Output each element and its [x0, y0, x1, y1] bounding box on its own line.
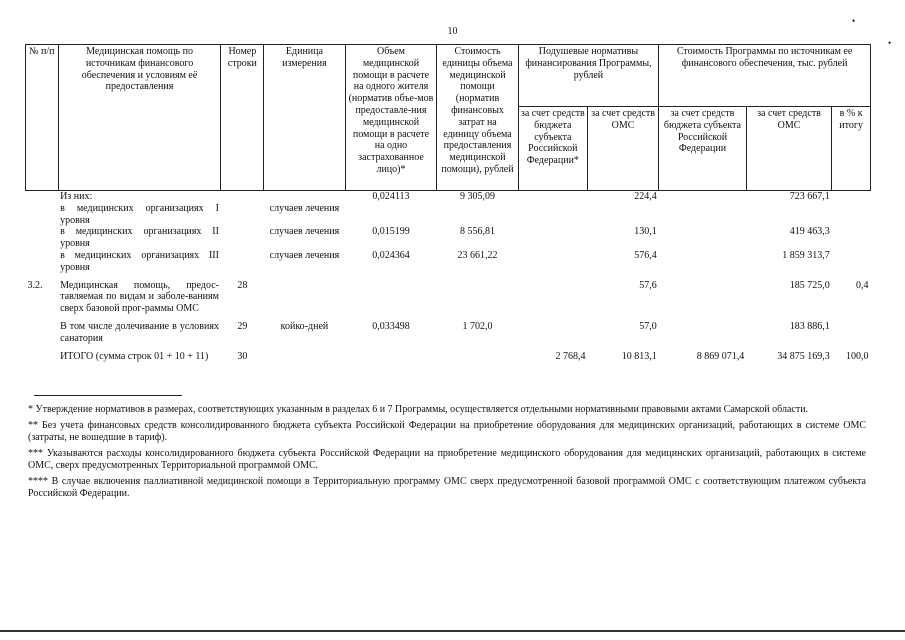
cell-num: [26, 191, 59, 203]
scan-speck: •: [888, 38, 892, 48]
sub-cost-oms-header: за счет средств ОМС: [746, 107, 832, 191]
sub-pc-budget-header: за счет средств бюджета субъекта Российской Федерации*: [518, 107, 587, 191]
cell-name: Из них:: [60, 191, 93, 202]
footnote: *** Указываются расходы консолидированного бюджета субъекта Российской Федерации на приобретение медицинского оборудования для медицинских организаций, работающих в системе ОМС, сверх предусмотренных Территориальной программой ОМС.: [28, 447, 866, 471]
table-row: [26, 250, 871, 274]
cell-volume: [345, 203, 437, 227]
footnote: * Утверждение нормативов в размерах, соответствующих указанным в разделах 6 и 7 Программы, осуществляется отдельными нормативными правовыми актами Самарской области.: [28, 404, 809, 415]
sub-pc-oms-header: за счет средств ОМС: [587, 107, 658, 191]
cell-pct: [832, 191, 871, 203]
program-cost-table: [25, 44, 871, 368]
cell-num: [26, 250, 59, 274]
cell-volume: 0,024113: [372, 191, 410, 202]
cell-pct: 100,0: [846, 350, 869, 362]
col-name-header: Медицинская помощь по источникам финансового обеспечения и условиям её предоставления: [58, 45, 221, 191]
cell-pc-oms: 57,6: [639, 279, 657, 291]
cell-unit: случаев лечения: [269, 202, 340, 214]
cell-num: 3.2.: [27, 279, 43, 291]
cell-pc-budget: [518, 280, 587, 315]
page-bottom-border: [0, 630, 905, 632]
cell-row: [221, 203, 264, 227]
footnote: ** Без учета финансовых средств консолидированного бюджета субъекта Российской Федерации на приобретение оборудования для медицинских организаций, работающих в системе ОМС (затраты, не вошедшие в тариф).: [28, 419, 866, 443]
cell-cost-oms: 183 886,1: [789, 320, 830, 332]
cell-volume: [345, 351, 437, 363]
cell-volume: 0,015199: [372, 226, 410, 238]
col-unit-header: Единица измерения: [264, 45, 345, 191]
cell-cost-oms: 1 859 313,7: [782, 249, 830, 261]
cell-pc-oms: 576,4: [634, 249, 657, 261]
cell-pc-budget: [518, 250, 587, 274]
sub-cost-budget-header: за счет средств бюджета субъекта Российской Федерации: [659, 107, 747, 191]
cell-cost-budget: [659, 203, 747, 227]
cell-volume: 0,033498: [372, 320, 410, 332]
cell-row: 29: [237, 320, 248, 332]
cell-cost-oms: [746, 203, 832, 227]
table-header: [26, 45, 871, 191]
cell-pct: [832, 226, 871, 250]
cell-num: [26, 226, 59, 250]
sub-cost-pct-header: в % к итогу: [832, 107, 871, 191]
cell-pc-oms: 57,0: [639, 320, 657, 332]
cell-pct: 0,4: [856, 279, 869, 291]
cell-cost-budget: [659, 321, 747, 345]
cell-pc-budget: [518, 203, 587, 227]
cell-name: В том числе долечивание в условиях санатория: [60, 320, 219, 344]
cell-unit: [264, 351, 345, 363]
cell-num: [26, 351, 59, 363]
cell-cost-budget: 8 869 071,4: [696, 350, 745, 362]
cell-cost-budget: [659, 250, 747, 274]
footnote-divider: [34, 395, 182, 396]
cell-pc-oms: [587, 203, 658, 227]
cell-volume: 0,024364: [372, 249, 410, 261]
table-row: [26, 203, 871, 227]
cell-name: ИТОГО (сумма строк 01 + 10 + 11): [60, 350, 209, 362]
cell-name: Медицинская помощь, предос-тавляемая по видам и заболе-ваниям сверх базовой прог-раммы ОМС: [60, 279, 219, 315]
col-volume-header: Объем медицинской помощи в расчете на одного жителя (норматив объе-мов предоставле-ния медицинской помощи в расчете на одно застрахованное лицо)*: [345, 45, 437, 191]
cell-name: в медицинских организациях III уровня: [60, 249, 219, 273]
cell-cost-budget: [659, 226, 747, 250]
cell-num: [26, 203, 59, 227]
cell-cost-oms: 723 667,1: [789, 191, 830, 202]
cell-cost-oms: 34 875 169,3: [777, 350, 830, 362]
cell-row: [221, 191, 264, 203]
cell-cost: 23 661,22: [457, 249, 498, 261]
cell-cost: 8 556,81: [460, 226, 495, 238]
cell-row: 28: [237, 279, 248, 291]
cell-unit: [264, 280, 345, 315]
cell-cost-budget: [659, 191, 747, 203]
table-body: [26, 191, 871, 369]
cell-pct: [832, 203, 871, 227]
table-row: [26, 321, 871, 345]
cell-unit: [264, 191, 345, 203]
cell-name: в медицинских организациях II уровня: [60, 226, 219, 250]
cell-cost: [437, 203, 518, 227]
cell-name: в медицинских организациях I уровня: [60, 202, 219, 226]
cell-volume: [345, 280, 437, 315]
cell-unit: случаев лечения: [269, 249, 340, 261]
footnotes: [28, 404, 866, 504]
cell-pc-budget: [518, 226, 587, 250]
cell-cost-budget: [659, 280, 747, 315]
col-num-header: № п/п: [26, 45, 59, 191]
cell-pc-oms: 10 813,1: [621, 350, 657, 362]
cell-row: [221, 226, 264, 250]
cell-pc-oms: 224,4: [634, 191, 657, 202]
cell-cost: 9 305,09: [460, 191, 495, 202]
page-number: 10: [447, 26, 458, 37]
col-row-header: Номер строки: [221, 45, 264, 191]
cell-pc-budget: [518, 191, 587, 203]
cell-pc-budget: [518, 321, 587, 345]
table-row: [26, 280, 871, 315]
cell-row: [221, 250, 264, 274]
table-row: [26, 351, 871, 363]
footnote: **** В случае включения паллиативной медицинской помощи в Территориальную программу ОМС сверх предусмотренной базовой программой ОМС с соответствующим платежом субъекта Российской Федерации.: [28, 475, 866, 499]
cell-pct: [832, 250, 871, 274]
table-row: [26, 191, 871, 203]
cell-num: [26, 321, 59, 345]
cell-cost: [437, 280, 518, 315]
group-cost-header: Стоимость Программы по источникам ее финансового обеспечения, тыс. рублей: [659, 45, 871, 107]
cell-unit: случаев лечения: [269, 226, 340, 238]
cell-unit: койко-дней: [280, 320, 329, 332]
group-percapita-header: Подушевые нормативы финансирования Программы, рублей: [518, 45, 658, 107]
table-row: [26, 226, 871, 250]
cell-row: 30: [237, 350, 248, 362]
row-spacer: [26, 362, 871, 368]
cell-cost: [437, 351, 518, 363]
cell-cost: 1 702,0: [462, 320, 493, 332]
cell-pc-budget: 2 768,4: [555, 350, 586, 362]
scan-speck: •: [852, 16, 856, 26]
cell-cost-oms: 185 725,0: [789, 279, 830, 291]
cell-pct: [832, 321, 871, 345]
cell-cost-oms: 419 463,3: [789, 226, 830, 238]
cell-pc-oms: 130,1: [634, 226, 657, 238]
col-cost-header: Стоимость единицы объема медицинской помощи (норматив финансовых затрат на единицу объема предоставления медицинской помощи), рублей: [437, 45, 518, 191]
